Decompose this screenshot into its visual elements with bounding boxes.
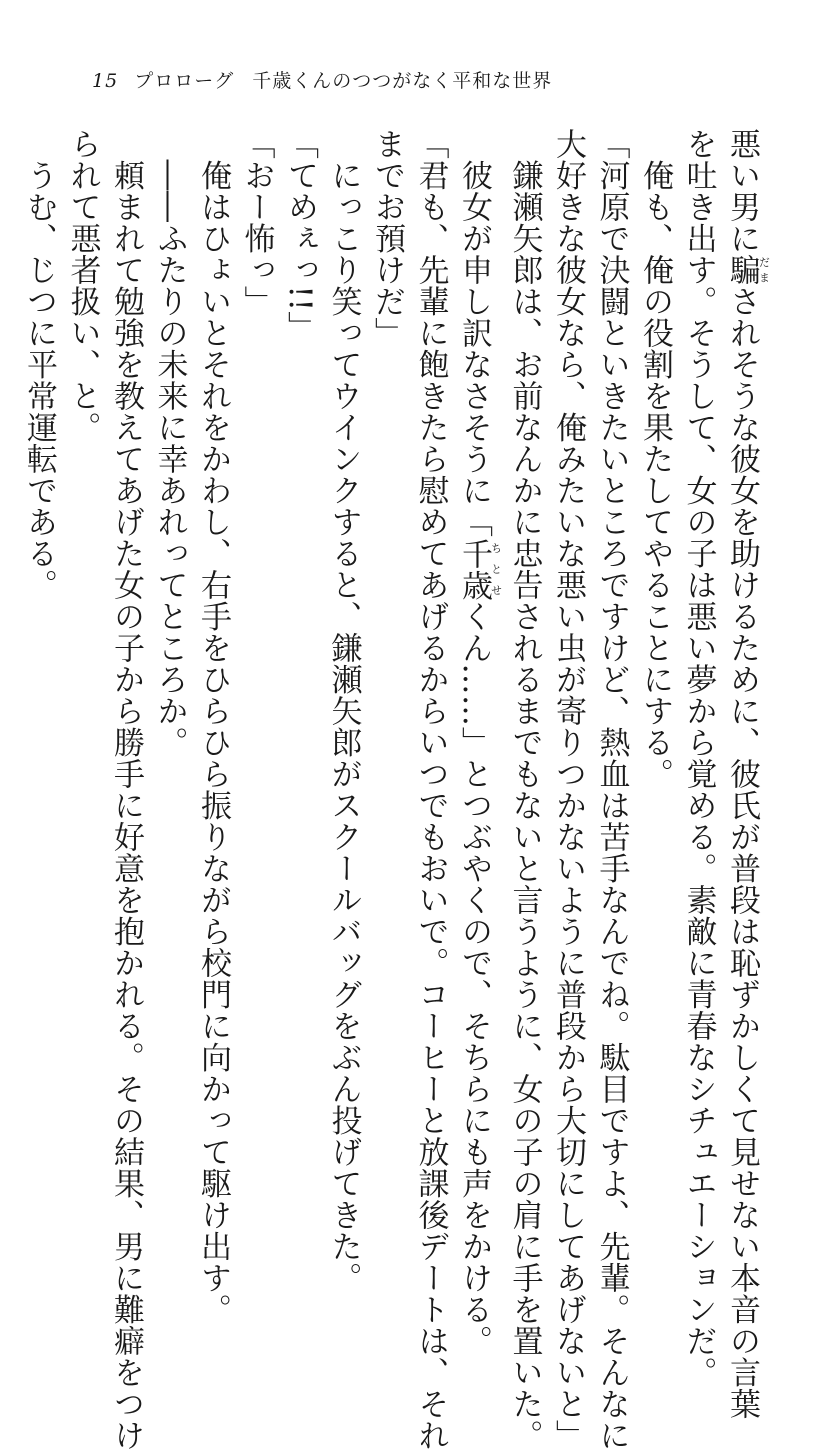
- text-line: 鎌瀬矢郎は、お前なんかに忠告されるまでもないと言うように、女の子の肩に手を置いた。: [506, 128, 543, 1451]
- text-line: 悪い男に騙だまされそうな彼女を助けるために、彼氏が普段は恥ずかしくて見せない本音の言葉: [724, 128, 771, 1420]
- text-line: 大好きな彼女なら、俺みたいな悪い虫が寄りつかないように普段から大切にしてあげないと」: [550, 128, 586, 1451]
- text-line: 俺はひょいとそれをかわし、右手をひらひら振りながら校門に向かって駆け出す。: [195, 128, 231, 1325]
- text-line: られて悪者扱い、と。: [64, 128, 101, 443]
- text-line: にっこり笑ってウインクすると、鎌瀬矢郎がスクールバッグをぶん投げてきた。: [325, 128, 362, 1294]
- running-header: [92, 66, 552, 93]
- text-line: までお預けだ」: [369, 128, 405, 349]
- page-number: 15: [92, 70, 119, 92]
- text-line: 彼女が申し訳なさそうに「千歳ちとせくん……」とつぶやくので、そちらにも声をかける。: [456, 128, 503, 1357]
- body-text: [17, 128, 771, 1451]
- text-line: を吐き出す。そうして、女の子は悪い夢から覚める。素敵に青春なシチュエーションだ。: [680, 128, 717, 1388]
- chapter-label: プロローグ: [134, 70, 235, 92]
- text-line: 「君も、先輩に飽きたら慰めてあげるからいつでもおいで。コーヒーと放課後デートは、それ: [412, 128, 449, 1451]
- text-line: 頼まれて勉強を教えてあげた女の子から勝手に好意を抱かれる。その結果、男に難癖をつけ: [108, 128, 144, 1451]
- text-line: 「河原で決闘といきたいところですけど、熱血は苦手なんでね。駄目ですよ、先輩。そんなに: [593, 128, 630, 1451]
- furigana: 千歳ちとせ: [456, 537, 503, 601]
- chapter-title: 千歳くんのつつがなく平和な世界: [252, 70, 553, 92]
- text-line: 「おー怖っ」: [238, 128, 275, 317]
- text-line: 俺も、俺の役割を果たしてやることにする。: [637, 128, 673, 790]
- text-line: ――ふたりの未来に幸あれってところか。: [151, 128, 188, 758]
- furigana: 騙だま: [724, 254, 771, 286]
- text-line: 「てめぇっ!!」: [282, 128, 318, 343]
- text-line: うむ、じつに平常運転である。: [21, 128, 57, 601]
